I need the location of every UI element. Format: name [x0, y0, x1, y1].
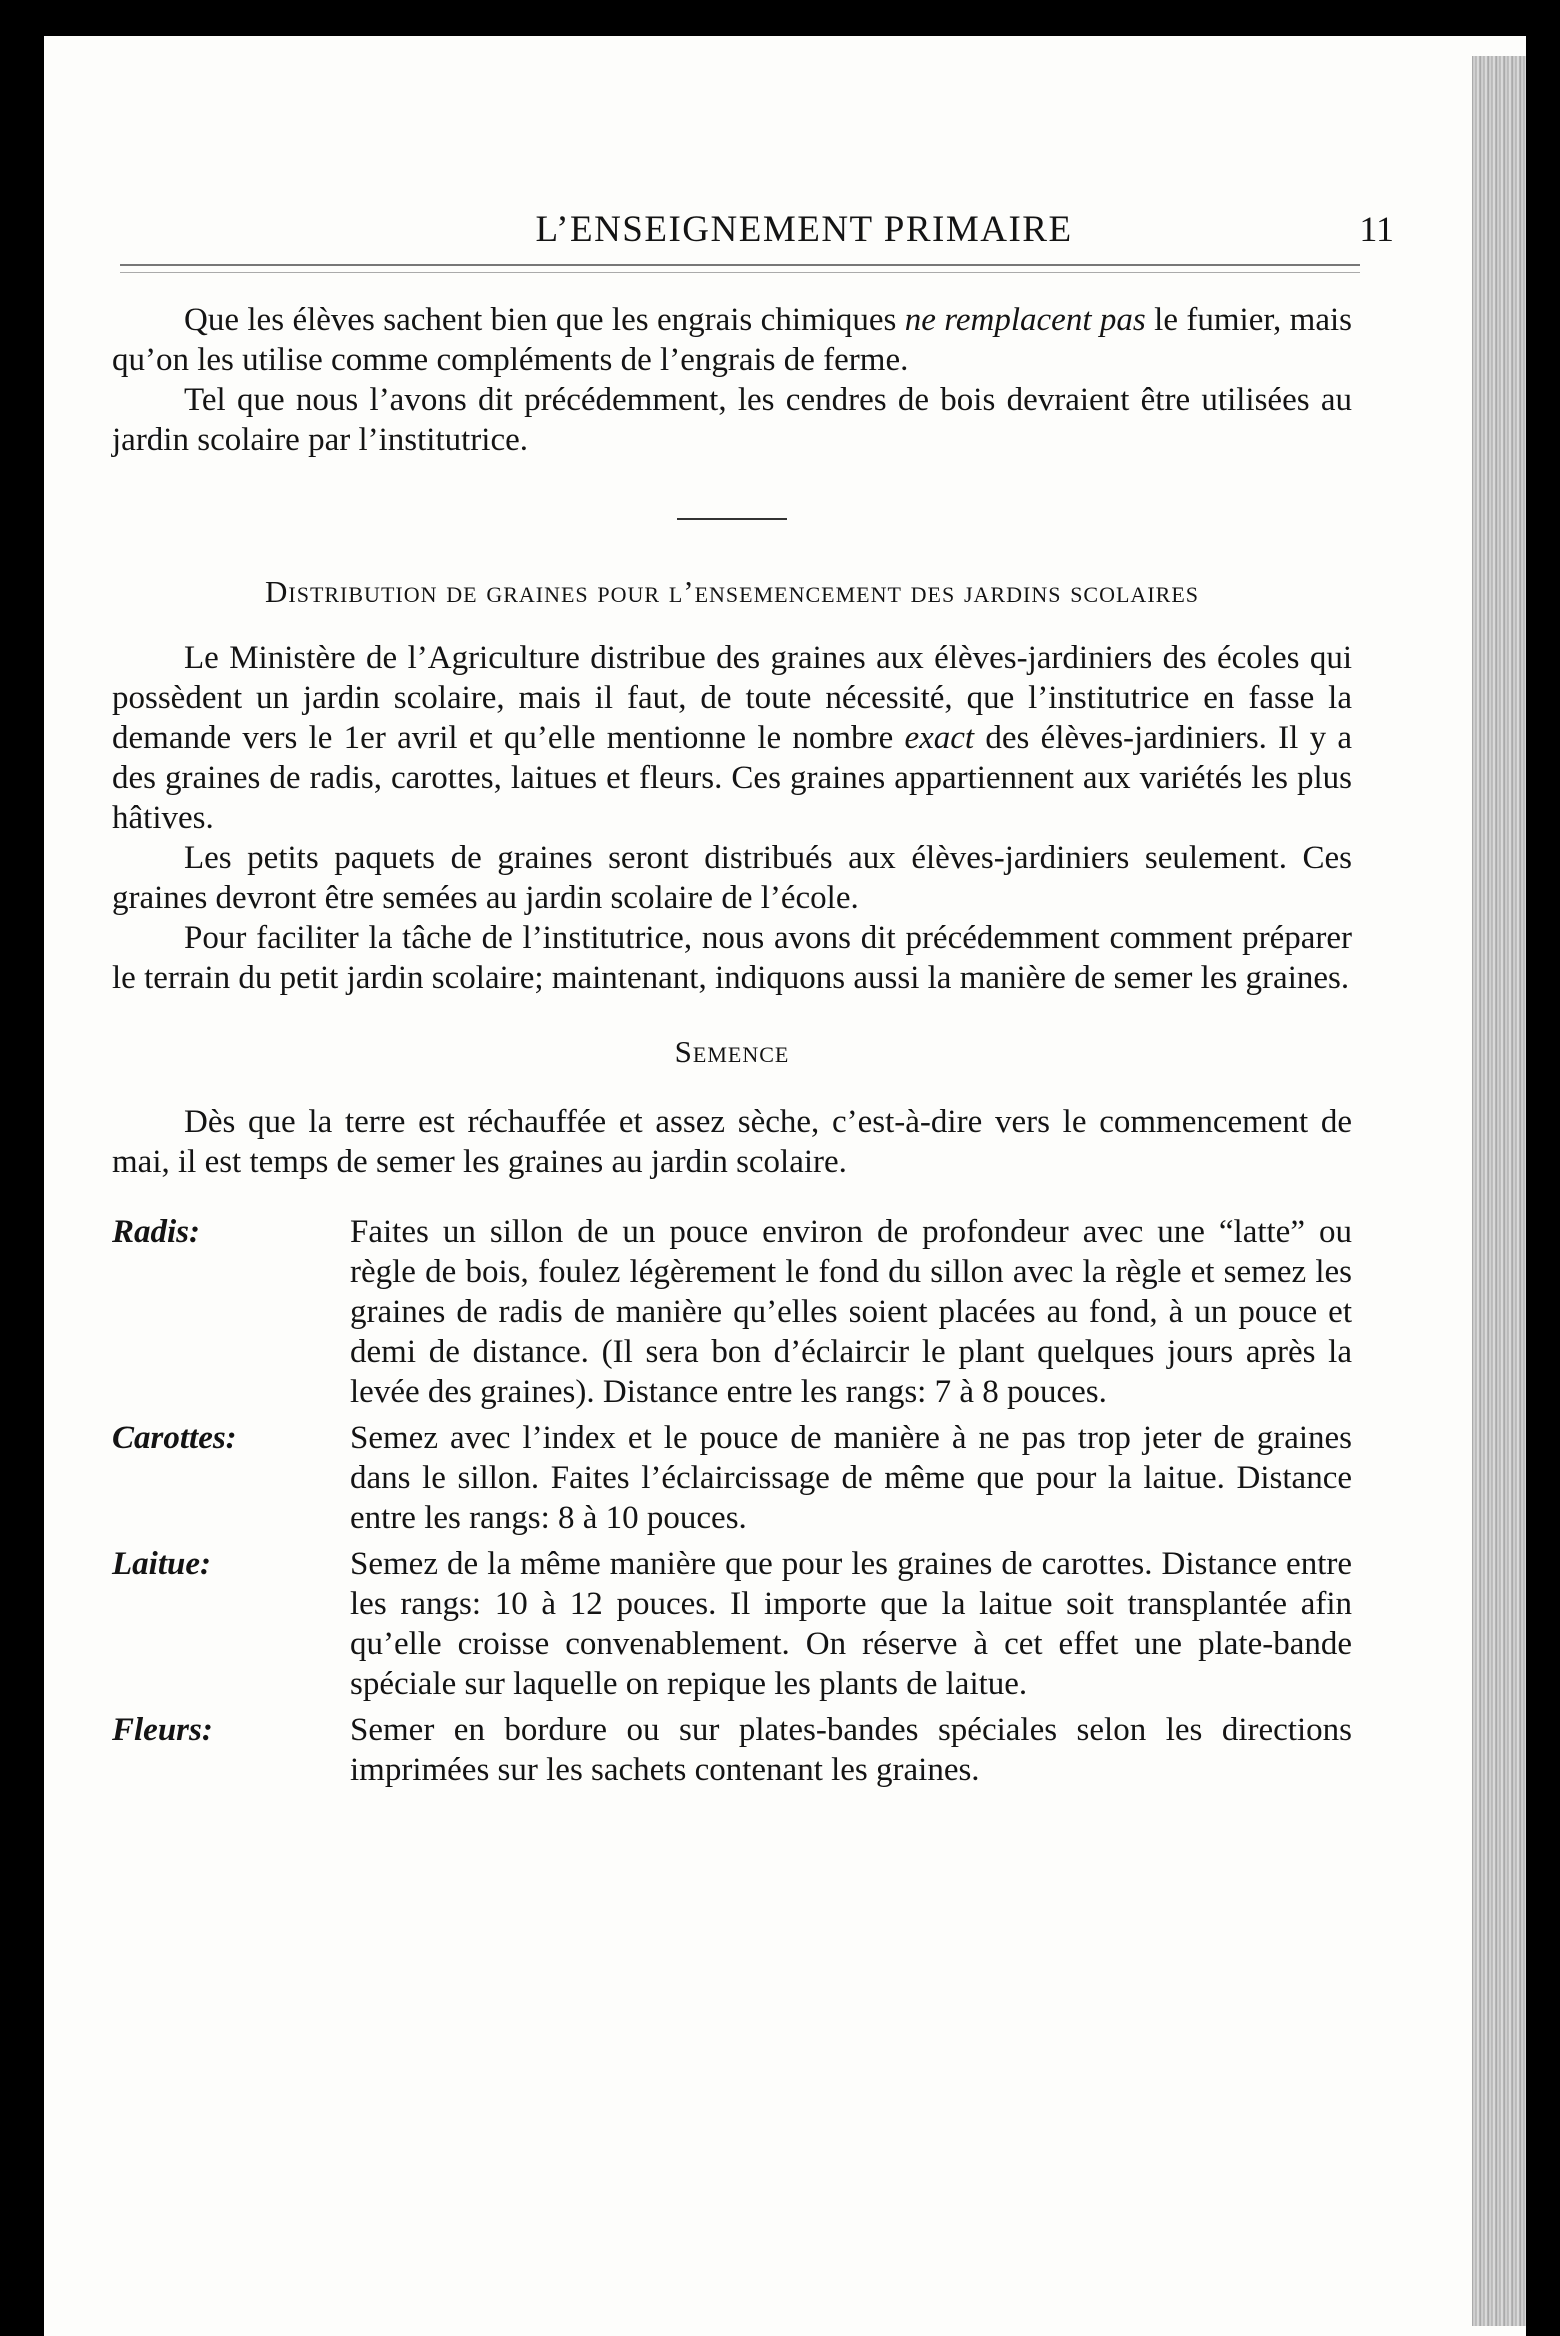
entry-text: Semez avec l’index et le pouce de manière à ne pas trop jeter de graines dans le sillon. Faites l’éclaircissage de même que pour la laitue. Distance entre les rangs: 8 à 10 pouces.: [350, 1420, 1352, 1536]
entry-carottes: [112, 1418, 1352, 1538]
distribution-paragraph-2: Les petits paquets de graines seront distribués aux élèves-jardiniers seulement. Ces graines devront être semées au jardin scolaire de l’école.: [112, 840, 1352, 916]
entry-text: Semer en bordure ou sur plates-bandes spéciales selon les directions imprimées sur les sachets contenant les graines.: [350, 1712, 1352, 1788]
page-edge-shadow: [1472, 56, 1526, 2326]
entry-radis: [112, 1212, 1352, 1412]
page-body: [112, 300, 1352, 1790]
entry-term: Radis:: [112, 1214, 201, 1250]
distribution-paragraph-3: Pour faciliter la tâche de l’institutrice, nous avons dit précédemment comment préparer le terrain du petit jardin scolaire; maintenant, indiquons aussi la manière de semer les graines.: [112, 920, 1352, 996]
intro-paragraph-1: Que les élèves sachent bien que les engrais chimiques ne remplacent pas le fumier, mais qu’on les utilise comme compléments de l’engrais de ferme.: [112, 302, 1352, 378]
running-title: L’ENSEIGNEMENT PRIMAIRE: [535, 209, 1073, 250]
entry-term: Carottes:: [112, 1420, 237, 1456]
entry-term: Laitue:: [112, 1546, 211, 1582]
page-header: [204, 178, 1404, 258]
entry-laitue: [112, 1544, 1352, 1704]
emphasis-text: exact: [904, 720, 975, 756]
page-number: 11: [1359, 209, 1394, 249]
semence-intro: Dès que la terre est réchauffée et assez sèche, c’est-à-dire vers le commencement de mai, il est temps de semer les graines au jardin scolaire.: [112, 1104, 1352, 1180]
intro-paragraph-2: Tel que nous l’avons dit précédemment, les cendres de bois devraient être utilisées au jardin scolaire par l’institutrice.: [112, 382, 1352, 458]
header-rule: [120, 264, 1360, 266]
section-divider: [677, 518, 787, 520]
planting-instructions: [112, 1212, 1352, 1790]
distribution-paragraph-1: Le Ministère de l’Agriculture distribue des graines aux élèves-jardiniers des écoles qui possèdent un jardin scolaire, mais il faut, de toute nécessité, que l’institutrice en fasse la demande vers le 1er avril et qu’elle mentionne le nombre exact des élèves-jardiniers. Il y a des graines de radis, carottes, laitues et fleurs. Ces graines appartiennent aux variétés les plus hâtives.: [112, 640, 1353, 836]
semence-heading: Semence: [674, 1034, 790, 1069]
entry-fleurs: [112, 1710, 1352, 1790]
emphasis-text: ne remplacent pas: [904, 302, 1146, 338]
entry-text: Faites un sillon de un pouce environ de profondeur avec une “latte” ou règle de bois, foulez légèrement le fond du sillon avec la règle et semez les graines de radis de manière qu’elles soient placées au fond, à un pouce et demi de distance. (Il sera bon d’éclaircir le plant quelques jours après la levée des graines). Distance entre les rangs: 7 à 8 pouces.: [350, 1214, 1352, 1410]
entry-term: Fleurs:: [112, 1712, 213, 1748]
distribution-heading: Distribution de graines pour l’ensemencement des jardins scolaires: [265, 574, 1199, 609]
entry-text: Semez de la même manière que pour les graines de carottes. Distance entre les rangs: 10 à 12 pouces. Il importe que la laitue soit transplantée afin qu’elle croisse convenablement. On réserve à cet effet une plate-bande spéciale sur laquelle on repique les plants de laitue.: [350, 1546, 1352, 1702]
